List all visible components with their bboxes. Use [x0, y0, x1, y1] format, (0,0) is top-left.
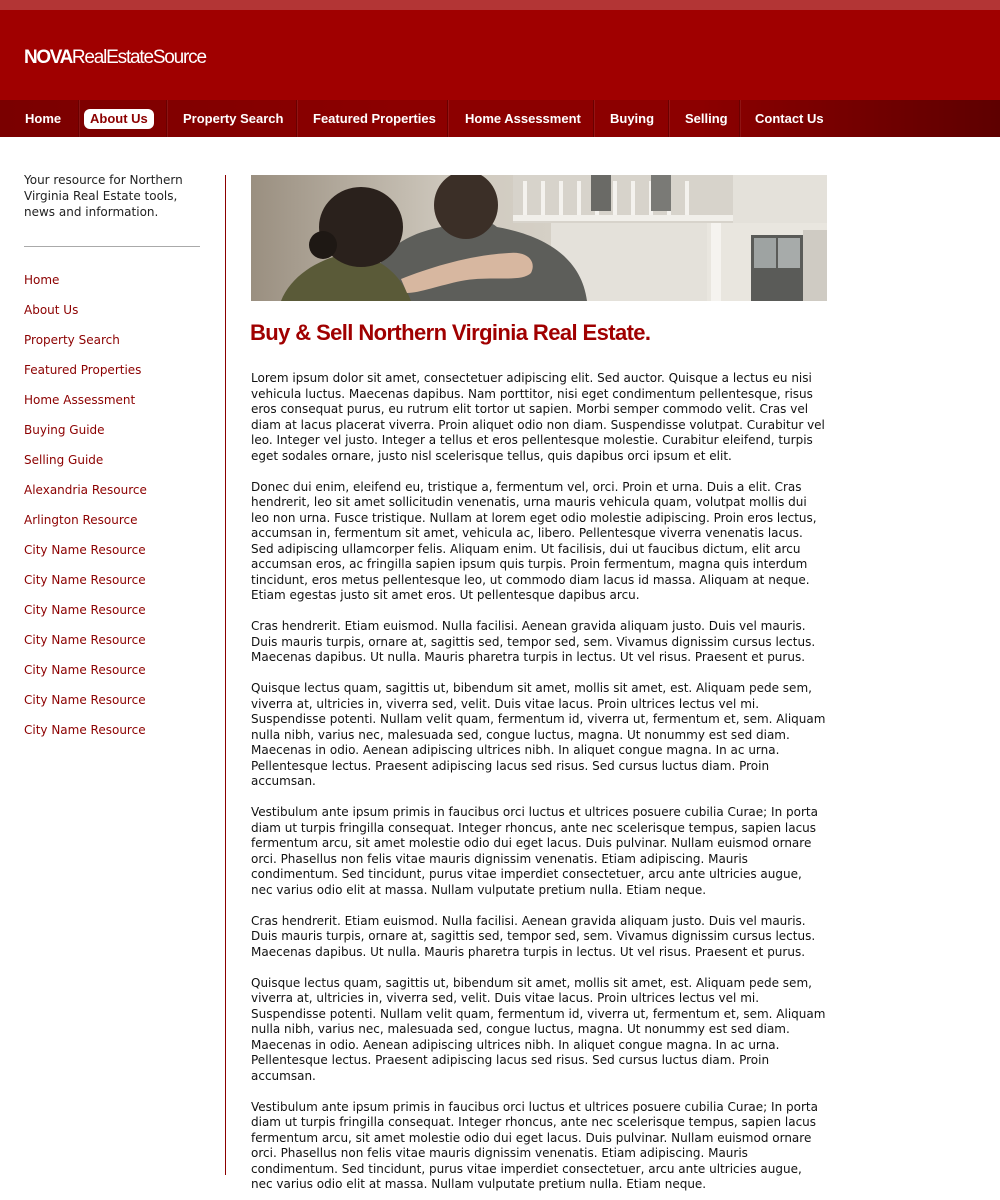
hero-photo-couple-house [251, 175, 827, 301]
main-content [251, 371, 827, 1200]
nav-separator [668, 100, 669, 137]
body-paragraph: Cras hendrerit. Etiam euismod. Nulla facilisi. Aenean gravida aliquam justo. Duis vel mauris. Duis mauris turpis, ornare at, sagittis sed, tempor sed, sem. Vivamus dignissim cursus lectus. Maecenas dapibus. Ut nulla. Mauris pharetra turpis in lectus. Ut vel risus. Praesent et purus. [251, 619, 816, 664]
nav-home-assessment[interactable]: Home Assessment [465, 111, 581, 126]
nav-separator [78, 100, 79, 137]
nav-selling[interactable]: Selling [685, 111, 728, 126]
sidebar-link-buying-guide[interactable]: Buying Guide [24, 423, 105, 437]
sidebar [24, 172, 204, 737]
nav-about-us-label: About Us [84, 109, 154, 129]
sidebar-divider [24, 246, 200, 247]
body-paragraph: Vestibulum ante ipsum primis in faucibus orci luctus et ultrices posuere cubilia Curae; In porta diam ut turpis fringilla consequat. Integer rhoncus, ante nec scelerisque tempus, sapien lacus fermentum arcu, sit amet molestie odio dui eget lacus. Duis pulvinar. Nullam euismod ornare orci. Phasellus non felis vitae mauris dignissim venenatis. Etiam adipiscing. Mauris condimentum. Sed tincidunt, purus vitae imperdiet consectetuer, arcu ante ultricies augue, nec varius odio elit at massa. Nullam vulputate pretium nulla. Etiam neque. [251, 805, 818, 897]
nav-property-search[interactable]: Property Search [183, 111, 284, 126]
nav-about-us[interactable] [84, 100, 154, 137]
sidebar-link-about-us[interactable]: About Us [24, 303, 79, 317]
nav-separator [296, 100, 297, 137]
body-paragraph: Lorem ipsum dolor sit amet, consectetuer adipiscing elit. Sed auctor. Quisque a lectus eu nisi vehicula luctus. Maecenas dapibus. Nam porttitor, nisi eget condimentum pellentesque, risus eros consequat purus, eu rutrum elit tortor ut sapien. Morbi semper commodo velit. Cras vel diam at lacus placerat viverra. Proin aliquet odio non diam. Suspendisse volutpat. Curabitur vel leo. Integer vel justo. Integer a tellus et eros pellentesque molestie. Curabitur eleifend, turpis eget sodales ornare, justo nisl scelerisque tellus, quis dapibus orci ipsum et elit. [251, 371, 825, 463]
nav-buying[interactable]: Buying [610, 111, 655, 126]
sidebar-link-city[interactable]: City Name Resource [24, 693, 146, 707]
sidebar-link-city[interactable]: City Name Resource [24, 723, 146, 737]
sidebar-link-city[interactable]: City Name Resource [24, 573, 146, 587]
logo-bold: NOVA [24, 47, 72, 68]
sidebar-link-city[interactable]: City Name Resource [24, 603, 146, 617]
nav-home[interactable]: Home [25, 111, 62, 126]
top-strip [0, 0, 1000, 10]
sidebar-link-arlington[interactable]: Arlington Resource [24, 513, 138, 527]
body-paragraph: Donec dui enim, eleifend eu, tristique a, fermentum vel, orci. Proin et urna. Duis a elit. Cras hendrerit, leo sit amet sollicitudin venenatis, urna mauris vehicula quam, volutpat mollis dui leo non urna. Fusce tristique. Nullam at lorem eget odio molestie adipiscing. Proin eros lectus, accumsan in, fermentum sit amet, vehicula ac, libero. Pellentesque viverra venenatis lacus. Sed adipiscing ullamcorper felis. Aliquam enim. Ut facilisis, dui ut faucibus dictum, elit arcu accumsan eros, ac fringilla sapien ipsum quis turpis. Proin fermentum, magna quis interdum tincidunt, eros metus pellentesque leo, ut commodo diam lacus id massa. Aliquam at neque. Etiam egestas justo sit amet eros. Ut pellentesque dapibus arcu. [251, 479, 817, 602]
sidebar-tagline: Your resource for Northern Virginia Real Estate tools, news and information. [24, 173, 183, 219]
nav-separator [447, 100, 448, 137]
main-nav [0, 100, 1000, 137]
nav-separator [739, 100, 740, 137]
nav-featured-properties[interactable]: Featured Properties [313, 111, 436, 126]
site-header [0, 10, 1000, 100]
nav-contact-us[interactable]: Contact Us [755, 111, 824, 126]
body-paragraph: Quisque lectus quam, sagittis ut, bibendum sit amet, mollis sit amet, est. Aliquam pede sem, viverra at, ultricies in, viverra sed, velit. Duis vitae lacus. Proin ultrices lectus vel mi. Suspendisse potenti. Nullam velit quam, fermentum id, viverra ut, fermentum et, sem. Aliquam nulla nibh, varius nec, malesuada sed, congue luctus, magna. Ut nonummy est sed diam. Maecenas in odio. Aenean adipiscing ultrices nibh. In aliquet congue magna. In ac urna. Pellentesque lectus. Praesent adipiscing lacus sed risus. Sed cursus luctus diam. Proin accumsan. [251, 681, 826, 788]
column-divider [225, 175, 226, 1175]
sidebar-link-city[interactable]: City Name Resource [24, 543, 146, 557]
sidebar-link-property-search[interactable]: Property Search [24, 333, 120, 347]
page-headline: Buy & Sell Northern Virginia Real Estate. [250, 320, 651, 345]
sidebar-link-alexandria[interactable]: Alexandria Resource [24, 483, 147, 497]
sidebar-link-city[interactable]: City Name Resource [24, 663, 146, 677]
nav-separator [593, 100, 594, 137]
sidebar-link-city[interactable]: City Name Resource [24, 633, 146, 647]
logo-rest: RealEstateSource [71, 47, 206, 68]
sidebar-link-selling-guide[interactable]: Selling Guide [24, 453, 104, 467]
sidebar-link-home[interactable]: Home [24, 273, 60, 287]
site-logo[interactable] [24, 47, 206, 69]
body-paragraph: Cras hendrerit. Etiam euismod. Nulla facilisi. Aenean gravida aliquam justo. Duis vel mauris. Duis mauris turpis, ornare at, sagittis sed, tempor sed, sem. Vivamus dignissim cursus lectus. Maecenas dapibus. Ut nulla. Mauris pharetra turpis in lectus. Ut vel risus. Praesent et purus. [251, 913, 816, 959]
sidebar-link-home-assessment[interactable]: Home Assessment [24, 393, 136, 407]
sidebar-links [24, 272, 147, 752]
sidebar-link-featured-properties[interactable]: Featured Properties [24, 363, 142, 377]
hero-image [251, 175, 827, 301]
body-paragraph: Quisque lectus quam, sagittis ut, bibendum sit amet, mollis sit amet, est. Aliquam pede sem, viverra at, ultricies in, viverra sed, velit. Duis vitae lacus. Proin ultrices lectus vel mi. Suspendisse potenti. Nullam velit quam, fermentum id, viverra ut, fermentum et, sem. Aliquam nulla nibh, varius nec, malesuada sed, congue luctus, magna. Ut nonummy est sed diam. Maecenas in odio. Aenean adipiscing ultrices nibh. In aliquet congue magna. In ac urna. Pellentesque lectus. Praesent adipiscing lacus sed risus. Sed cursus luctus diam. Proin accumsan. [251, 975, 826, 1083]
nav-separator [166, 100, 167, 137]
body-paragraph: Vestibulum ante ipsum primis in faucibus orci luctus et ultrices posuere cubilia Curae; In porta diam ut turpis fringilla consequat. Integer rhoncus, ante nec scelerisque tempus, sapien lacus fermentum arcu, sit amet molestie odio dui eget lacus. Duis pulvinar. Nullam euismod ornare orci. Phasellus non felis vitae mauris dignissim venenatis. Etiam adipiscing. Mauris condimentum. Sed tincidunt, purus vitae imperdiet consectetuer, arcu ante ultricies augue, nec varius odio elit at massa. Nullam vulputate pretium nulla. Etiam neque. [251, 1099, 818, 1191]
